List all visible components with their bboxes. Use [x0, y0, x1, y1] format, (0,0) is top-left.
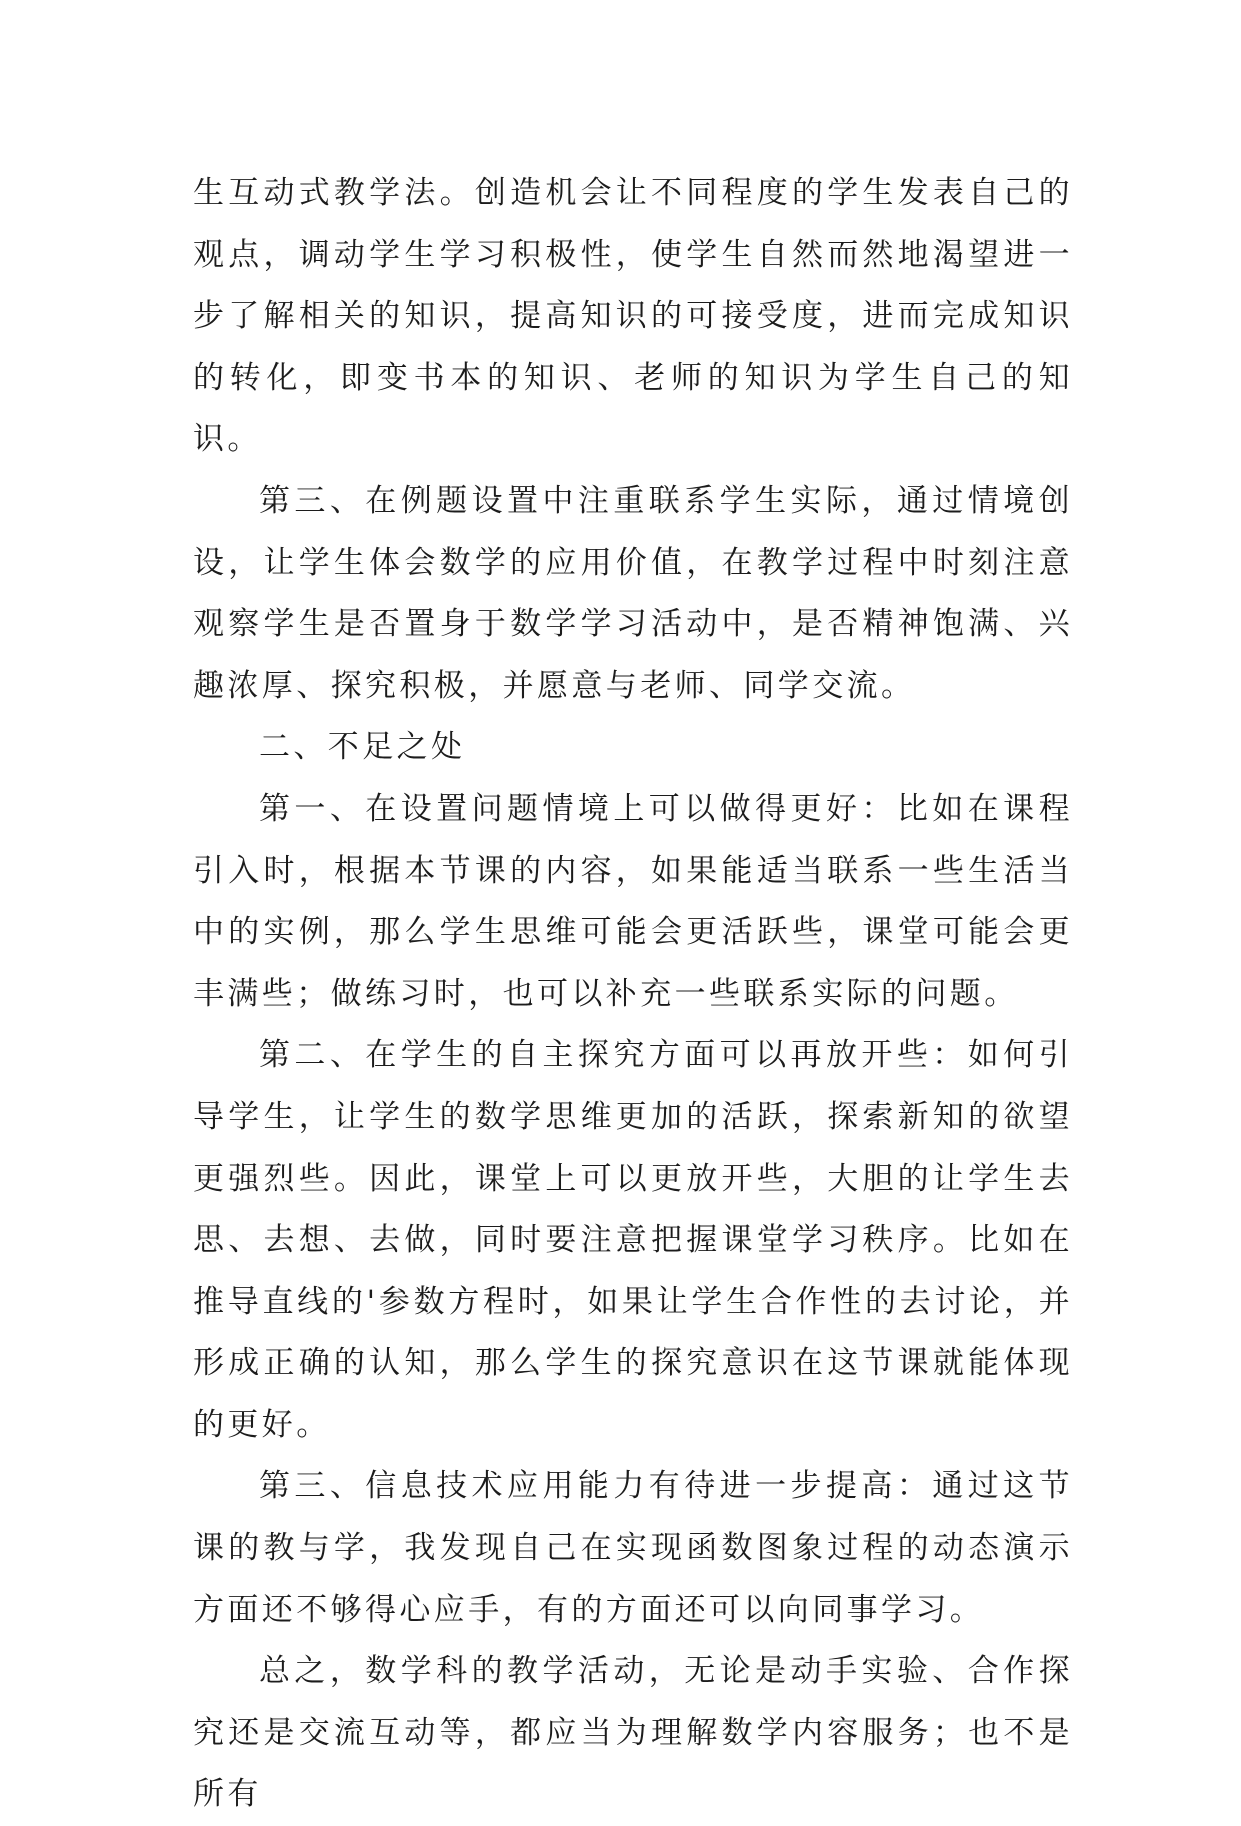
- paragraph-6: 总之，数学科的教学活动，无论是动手实验、合作探究还是交流互动等，都应当为理解数学内容服务；也不是所有: [193, 1653, 1073, 1813]
- paragraph-1: 生互动式教学法。创造机会让不同程度的学生发表自己的观点，调动学生学习积极性，使学生自然而然地渴望进一步了解相关的知识，提高知识的可接受度，进而完成知识的转化，即变书本的知识、老师的知识为学生自己的知识。: [193, 175, 1073, 458]
- paragraph-5: 第三、信息技术应用能力有待进一步提高：通过这节课的教与学，我发现自己在实现函数图象过程的动态演示方面还不够得心应手，有的方面还可以向同事学习。: [193, 1468, 1073, 1628]
- paragraph-2: 第三、在例题设置中注重联系学生实际，通过情境创设，让学生体会数学的应用价值，在教学过程中时刻注意观察学生是否置身于数学学习活动中，是否精神饱满、兴趣浓厚、探究积极，并愿意与老师、同学交流。: [193, 482, 1073, 704]
- paragraph-4: 第二、在学生的自主探究方面可以再放开些：如何引导学生，让学生的数学思维更加的活跃，探索新知的欲望更强烈些。因此，课堂上可以更放开些，大胆的让学生去思、去想、去做，同时要注意把握课堂学习秩序。比如在推导直线的'参数方程时，如果让学生合作性的去讨论，并形成正确的认知，那么学生的探究意识在这节课就能体现的更好。: [193, 1037, 1073, 1443]
- paragraph-3: 第一、在设置问题情境上可以做得更好：比如在课程引入时，根据本节课的内容，如果能适当联系一些生活当中的实例，那么学生思维可能会更活跃些，课堂可能会更丰满些；做练习时，也可以补充一些联系实际的问题。: [193, 790, 1073, 1012]
- document-body: [193, 163, 1073, 1826]
- section-heading: 二、不足之处: [259, 729, 466, 766]
